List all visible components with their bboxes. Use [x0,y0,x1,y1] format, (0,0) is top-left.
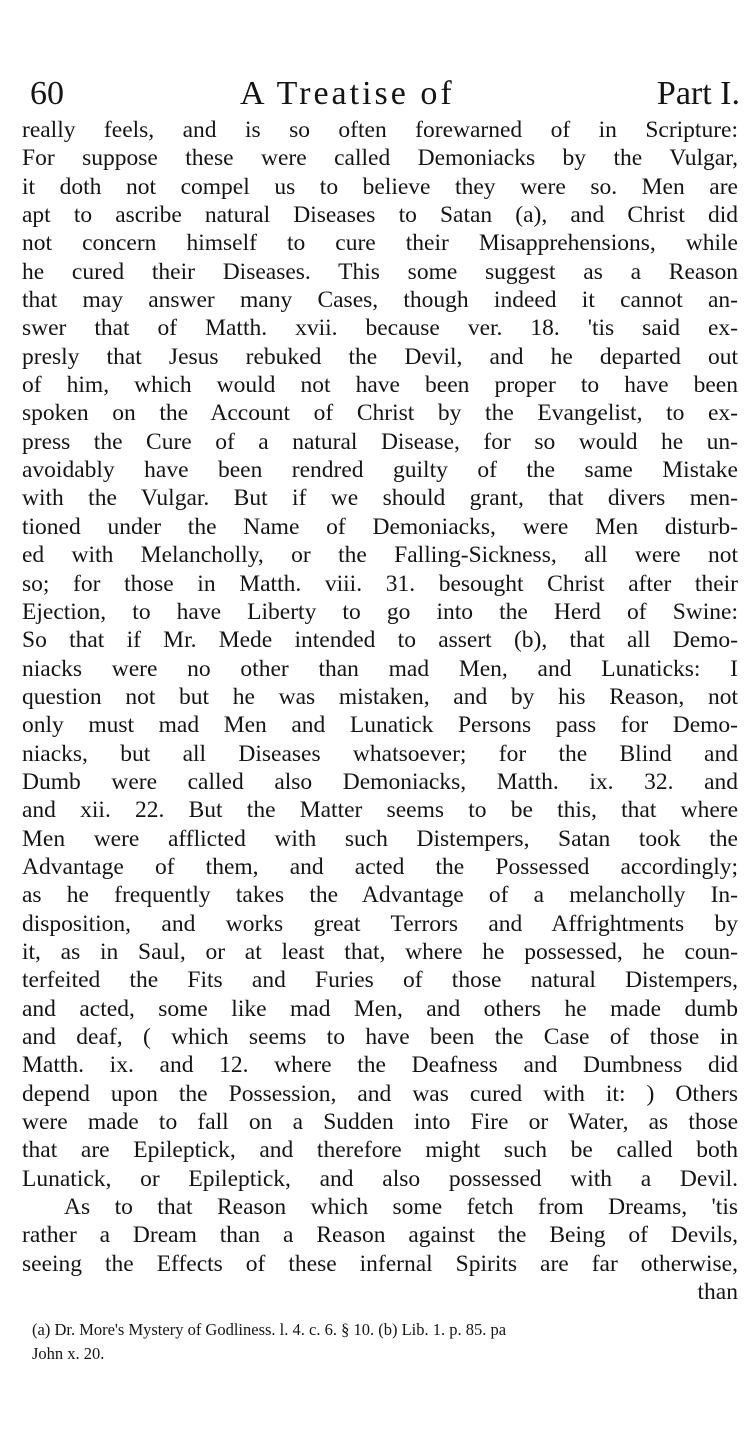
text-line: Lunatick, or Epileptick, and also possessed with a Devil. [22,1165,738,1192]
text-line: it, as in Saul, or at least that, where he possessed, he coun- [22,938,738,965]
text-line: Dumb were called also Demoniacks, Matth. ix. 32. and [22,768,738,795]
text-line: So that if Mr. Mede intended to assert (b), that all Demo- [22,627,738,654]
text-line: tioned under the Name of Demoniacks, were Men disturb- [22,513,738,540]
body-text [22,116,738,1306]
text-line: press the Cure of a natural Disease, for so would he un- [22,428,738,455]
text-line: really feels, and is so often forewarned of in Scripture: [22,117,738,143]
text-line: that are Epileptick, and therefore might such be called both [22,1137,738,1164]
page-number: 60 [30,75,64,112]
text-line: than [697,1279,738,1306]
text-line: of him, which would not have been proper to have been [22,372,738,399]
text-line: that may answer many Cases, though indeed it cannot an- [22,287,738,314]
text-line: and acted, some like mad Men, and others he made dumb [22,995,738,1022]
text-line: niacks, but all Diseases whatsoever; for the Blind and [22,740,738,767]
text-line: so; for those in Matth. viii. 31. besought Christ after their [22,570,738,597]
text-line: seeing the Effects of these infernal Spirits are far otherwise, [22,1250,738,1277]
footnotes [22,1318,738,1366]
page-header [30,72,740,116]
text-line: disposition, and works great Terrors and Affrightments by [22,910,738,937]
text-line: niacks were no other than mad Men, and Lunaticks: I [22,655,738,682]
footnote-line: (a) Dr. More's Mystery of Godliness. l. 4. c. 6. § 10. (b) Lib. 1. p. 85. pa [32,1320,507,1339]
text-line: For suppose these were called Demoniacks by the Vulgar, [22,145,738,172]
text-line: were made to fall on a Sudden into Fire or Water, as those [22,1109,738,1136]
text-line: Men were afflicted with such Distempers, Satan took the [22,825,738,852]
footnote-line: John x. 20. [32,1344,105,1363]
text-line: ed with Melancholly, or the Falling-Sickness, all were not [22,542,738,569]
part-label: Part I. [656,75,740,112]
text-line: depend upon the Possession, and was cured with it: ) Others [22,1080,738,1107]
text-line: swer that of Matth. xvii. because ver. 18. 'tis said ex- [22,315,738,342]
text-line: presly that Jesus rebuked the Devil, and he departed out [22,343,738,370]
text-line: it doth not compel us to believe they were so. Men are [22,173,738,200]
text-line: rather a Dream than a Reason against the Being of Devils, [22,1222,738,1249]
text-line: and xii. 22. But the Matter seems to be this, that where [22,797,738,824]
text-line: Matth. ix. and 12. where the Deafness and Dumbness did [22,1052,738,1079]
text-line: he cured their Diseases. This some suggest as a Reason [22,258,738,285]
text-line: As to that Reason which some fetch from Dreams, 'tis [64,1194,738,1221]
text-line: apt to ascribe natural Diseases to Satan (a), and Christ did [22,202,738,229]
text-line: with the Vulgar. But if we should grant, that divers men- [22,485,738,512]
text-line: terfeited the Fits and Furies of those natural Distempers, [22,967,738,994]
text-line: only must mad Men and Lunatick Persons pass for Demo- [22,712,738,739]
text-line: spoken on the Account of Christ by the Evangelist, to ex- [22,400,738,427]
text-line: not concern himself to cure their Misapprehensions, while [22,230,738,257]
text-line: and deaf, ( which seems to have been the Case of those in [22,1024,738,1050]
running-title: A Treatise of [240,75,455,112]
text-line: Ejection, to have Liberty to go into the Herd of Swine: [22,598,738,625]
text-line: Advantage of them, and acted the Possessed accordingly; [22,853,738,880]
text-line: question not but he was mistaken, and by his Reason, not [22,683,738,710]
text-line: avoidably have been rendred guilty of the same Mistake [22,457,738,484]
text-line: as he frequently takes the Advantage of a melancholly In- [22,882,738,909]
